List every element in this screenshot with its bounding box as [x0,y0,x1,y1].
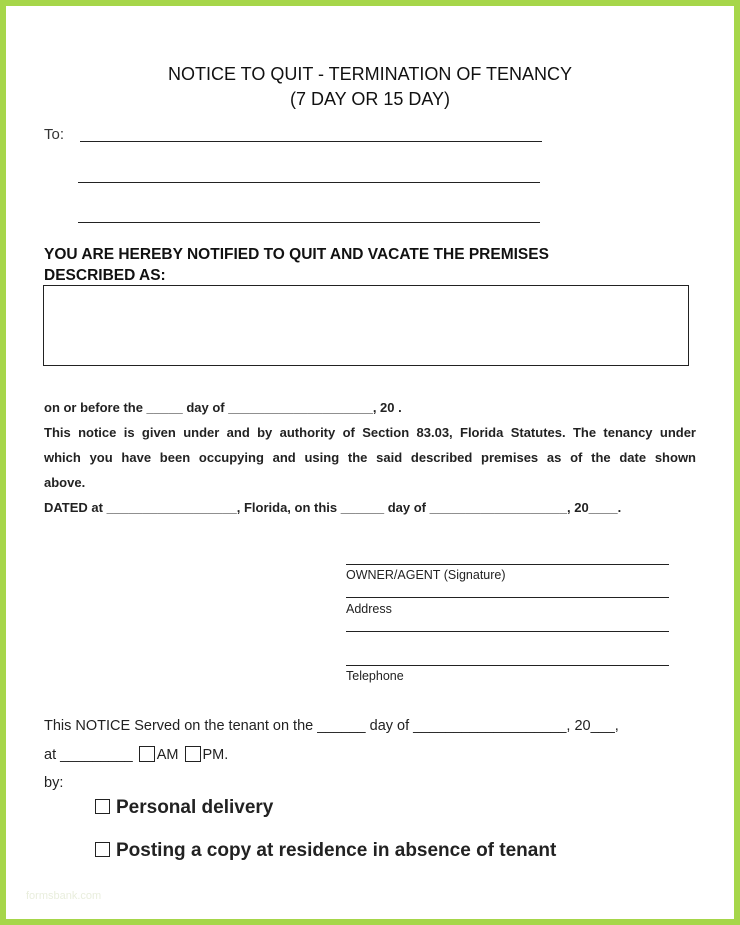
form-title-line2: (7 DAY OR 15 DAY) [289,89,451,109]
by-label: by: [44,775,64,791]
am-label: AM [156,747,179,763]
am-checkbox[interactable] [139,746,155,762]
to-label: To: [44,126,65,143]
form-title-line1: NOTICE TO QUIT - TERMINATION OF TENANCY [167,64,573,84]
served-line: This NOTICE Served on the tenant on the ______ day of ___________________, 20___, [44,718,619,734]
to-line-2[interactable] [78,182,540,183]
authority-line1: This notice is given under and by authority of Section 83.03, Florida Statutes. The tenancy under [44,425,696,440]
address-label: Address [346,602,392,616]
address-line-2[interactable] [346,631,669,632]
posting-label: Posting a copy at residence in absence of tenant [116,840,557,861]
to-line-3[interactable] [78,222,540,223]
pm-label: PM. [202,747,229,763]
option-posting-copy[interactable] [95,840,556,862]
served-time-row [44,746,228,763]
option-personal-delivery[interactable] [95,797,273,819]
at-label: at _________ [44,747,133,763]
on-or-before-line: on or before the _____ day of ____________________, 20 . [44,400,402,415]
owner-signature-line[interactable] [346,564,669,565]
pm-checkbox[interactable] [185,746,201,762]
telephone-line[interactable] [346,665,669,666]
posting-checkbox[interactable] [95,842,110,857]
authority-line3: above. [44,475,86,490]
watermark: formsbank.com [26,890,102,902]
authority-line2: which you have been occupying and using the said described premises as of the date shown [44,450,696,465]
telephone-label: Telephone [346,669,404,683]
dated-line: DATED at __________________, Florida, on this ______ day of ___________________, 20____. [44,500,622,515]
notice-heading-line2: DESCRIBED AS: [44,267,166,284]
notice-heading-line1: YOU ARE HEREBY NOTIFIED TO QUIT AND VACATE THE PREMISES [44,246,549,263]
personal-delivery-label: Personal delivery [116,797,274,818]
address-line[interactable] [346,597,669,598]
to-line-1[interactable] [80,141,542,142]
personal-delivery-checkbox[interactable] [95,799,110,814]
owner-agent-label: OWNER/AGENT (Signature) [346,568,506,582]
premises-description-box[interactable] [43,285,689,366]
